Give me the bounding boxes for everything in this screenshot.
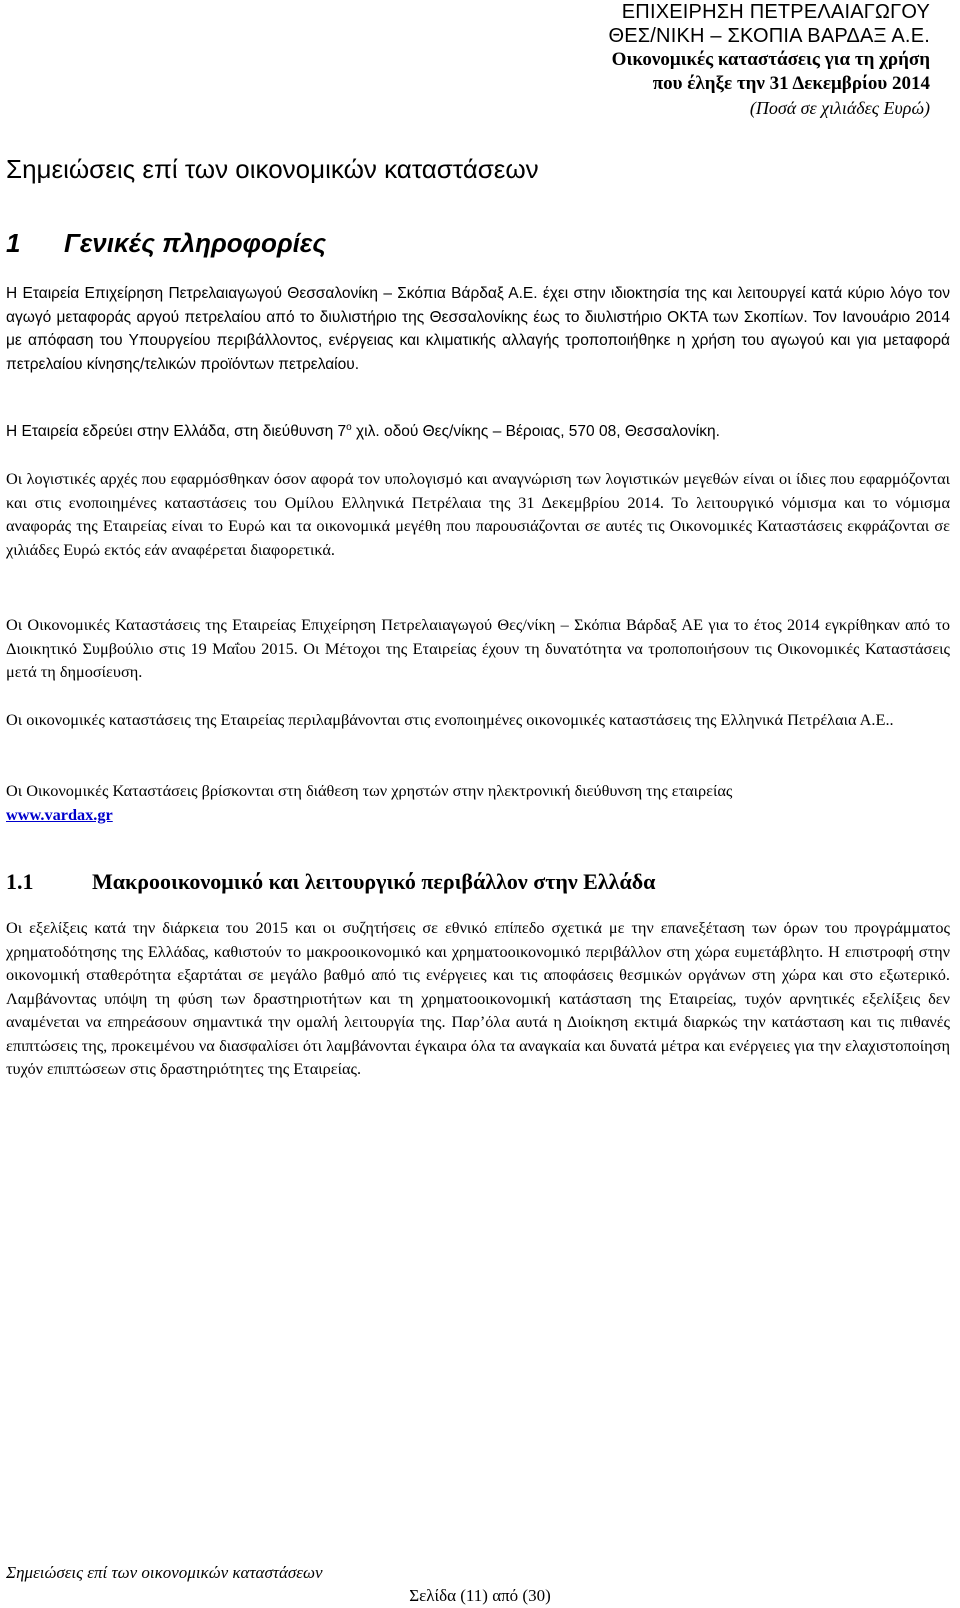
company-name-line2: ΘΕΣ/ΝΙΚΗ – ΣΚΟΠΙΑ ΒΑΡΔΑΞ Α.Ε. [608,25,930,47]
statement-title-line1: Οικονομικές καταστάσεις για τη χρήση [611,49,930,70]
website-link[interactable]: www.vardax.gr [6,804,113,824]
footer-page-number: Σελίδα (11) από (30) [409,1586,551,1605]
page-title: Σημειώσεις επί των οικονομικών καταστάσεων [6,154,539,184]
section-1-number: 1 [6,228,21,258]
section-1-paragraph-3: Οι λογιστικές αρχές που εφαρμόσθηκαν όσον αφορά τον υπολογισμό και αναγνώριση των λογιστικών μεγεθών είναι οι ίδιες που εφαρμόζονται και στις ενοποιημένες καταστάσεις του Ομίλου Ελληνικά Πετρέλαια της 31 Δεκεμβρίου 2014. Το λειτουργικό νόμισμα και το νόμισμα αναφοράς της Εταιρείας είναι το Ευρώ και τα οικονομικά μεγέθη που παρουσιάζονται σε αυτές τις Οικονομικές Καταστάσεις εκφράζονται σε χιλιάδες Ευρώ εκτός εάν αναφέρεται διαφορετικά. [6,469,950,559]
footer-section-name: Σημειώσεις επί των οικονομικών καταστάσεων [6,1563,323,1582]
document-header [608,0,930,120]
section-1-1-number: 1.1 [6,869,34,894]
section-1-1-heading [6,869,655,895]
amounts-note: (Ποσά σε χιλιάδες Ευρώ) [749,98,930,118]
section-1-heading [6,228,326,259]
section-1-paragraph-1: Η Εταιρεία Επιχείρηση Πετρελαιαγωγού Θεσσαλονίκη – Σκόπια Βάρδαξ Α.Ε. έχει στην ιδιοκτησία της και λειτουργεί κατά κύριο λόγο τον αγωγό μεταφοράς αργού πετρελαίου από το διυλιστήριο της Θεσσαλονίκης έως το διυλιστήριο ΟΚΤΑ των Σκοπίων. Τον Ιανουάριο 2014 με απόφαση του Υπουργείου περιβάλλοντος, ενέργειας και κλιματικής αλλαγής τροποποιήθηκε η χρήση του αγωγού και για μεταφορά πετρελαίου κίνησης/τελικών προϊόντων πετρελαίου. [6,285,950,373]
company-name-line1: ΕΠΙΧΕΙΡΗΣΗ ΠΕΤΡΕΛΑΙΑΓΩΓΟΥ [621,1,930,23]
section-1-paragraph-2 [6,420,950,444]
address-superscript: ο [346,421,352,433]
section-1-paragraph-4: Οι Οικονομικές Καταστάσεις της Εταιρείας Επιχείρηση Πετρελαιαγωγού Θες/νίκη – Σκόπια Βάρδαξ ΑΕ για το έτος 2014 εγκρίθηκαν από το Διοικητικό Συμβούλιο στις 19 Μαΐου 2015. Οι Μέτοχοι της Εταιρείας έχουν τη δυνατότητα να τροποποιήσουν τις Οικονομικές Καταστάσεις μετά τη δημοσίευση. [6,615,950,681]
section-1-title: Γενικές πληροφορίες [64,228,327,258]
section-1-paragraph-5: Οι οικονομικές καταστάσεις της Εταιρείας περιλαμβάνονται στις ενοποιημένες οικονομικές καταστάσεις της Ελληνικά Πετρέλαια Α.Ε.. [6,710,894,729]
address-text-before: Η Εταιρεία εδρεύει στην Ελλάδα, στη διεύθυνση 7 [6,423,347,440]
section-1-1-paragraph-1: Οι εξελίξεις κατά την διάρκεια του 2015 και οι συζητήσεις σε εθνικό επίπεδο σχετικά με την επανεξέταση των όρων του προγράμματος χρηματοδότησης της Ελλάδας, καθιστούν το μακροοικονομικό και χρηματοοικονομικό περιβάλλον στη χώρα ευμετάβλητο. Η επιστροφή στην οικονομική σταθερότητα εξαρτάται σε μεγάλο βαθμό από τις ενέργειες και τις αποφάσεις θεσμικών οργάνων στη χώρα και στο εξωτερικό. Λαμβάνοντας υπόψη τη φύση των δραστηριοτήτων και τη χρηματοοικονομική κατάσταση της Εταιρείας, τυχόν αρνητικές εξελίξεις δεν αναμένεται να επηρεάσουν σημαντικά την ομαλή λειτουργία της. Παρ’όλα αυτά η Διοίκηση εκτιμά διαρκώς την κατάσταση και τις πιθανές επιπτώσεις της, προκειμένου να διασφαλίσει ότι λαμβάνονται έγκαιρα όλα τα αναγκαία και δυνατά μέτρα και ενέργειες για την ελαχιστοποίηση τυχόν επιπτώσεων στις δραστηριότητες της Εταιρείας. [6,918,950,1078]
address-text-after: χιλ. οδού Θες/νίκης – Βέροιας, 570 08, Θεσσαλονίκη. [351,423,720,440]
statement-title-line2: που έληξε την 31 Δεκεμβρίου 2014 [652,73,930,94]
website-sentence: Οι Οικονομικές Καταστάσεις βρίσκονται στη διάθεση των χρηστών στην ηλεκτρονική διεύθυνση της εταιρείας [6,781,733,800]
section-1-paragraph-6 [6,779,950,826]
section-1-1-title: Μακροοικονομικό και λειτουργικό περιβάλλον στην Ελλάδα [92,869,656,894]
